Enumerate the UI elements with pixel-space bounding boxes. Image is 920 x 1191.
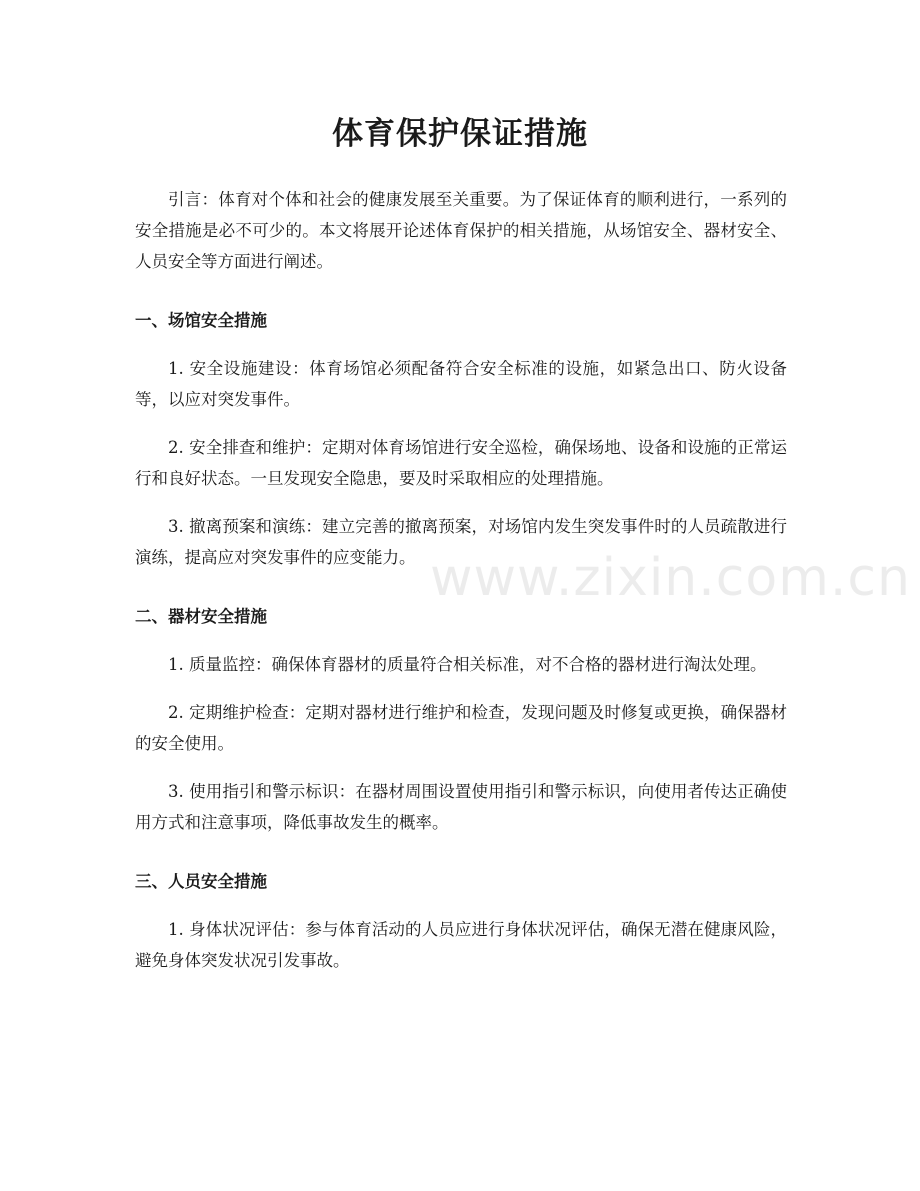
section-heading-equipment: 二、器材安全措施 xyxy=(135,607,267,626)
venue-item-2: 2. 安全排查和维护：定期对体育场馆进行安全巡检，确保场地、设备和设施的正常运行和良好状态。一旦发现安全隐患，要及时采取相应的处理措施。 xyxy=(135,438,787,488)
equipment-item-3: 3. 使用指引和警示标识：在器材周围设置使用指引和警示标识，向使用者传达正确使用方式和注意事项，降低事故发生的概率。 xyxy=(135,782,787,832)
section-heading-venue: 一、场馆安全措施 xyxy=(135,311,267,330)
intro-paragraph: 引言：体育对个体和社会的健康发展至关重要。为了保证体育的顺利进行，一系列的安全措施是必不可少的。本文将展开论述体育保护的相关措施，从场馆安全、器材安全、人员安全等方面进行阐述。 xyxy=(135,190,787,271)
personnel-item-1: 1. 身体状况评估：参与体育活动的人员应进行身体状况评估，确保无潜在健康风险，避免身体突发状况引发事故。 xyxy=(135,920,787,970)
equipment-item-1: 1. 质量监控：确保体育器材的质量符合相关标准，对不合格的器材进行淘汰处理。 xyxy=(168,655,767,674)
venue-item-1: 1. 安全设施建设：体育场馆必须配备符合安全标准的设施，如紧急出口、防火设备等，以应对突发事件。 xyxy=(135,359,787,409)
document-body xyxy=(135,184,787,993)
venue-item-3: 3. 撤离预案和演练：建立完善的撤离预案，对场馆内发生突发事件时的人员疏散进行演练，提高应对突发事件的应变能力。 xyxy=(135,517,787,567)
document-title: 体育保护保证措施 xyxy=(332,116,588,152)
equipment-item-2: 2. 定期维护检查：定期对器材进行维护和检查，发现问题及时修复或更换，确保器材的安全使用。 xyxy=(135,703,787,753)
section-heading-personnel: 三、人员安全措施 xyxy=(135,872,267,891)
watermark-text: www.zixin.com.cn xyxy=(430,548,911,608)
